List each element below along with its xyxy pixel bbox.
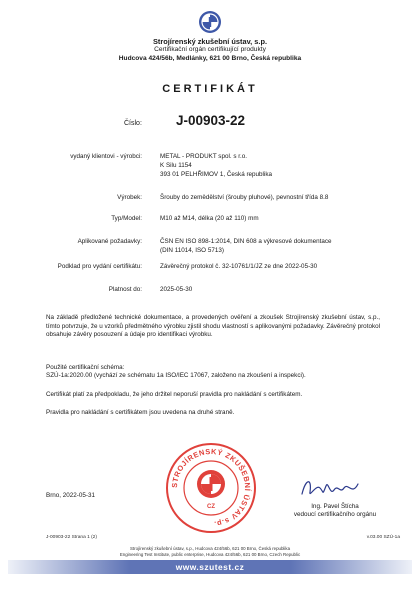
basis-value: Závěrečný protokol č. 32-10761/1/JZ ze dne 2022-05-30 — [160, 263, 318, 270]
certificate-number-label: Číslo: — [124, 120, 142, 127]
basis-label: Podklad pro vydání certifikátu: — [57, 263, 142, 270]
org-name: Strojírenský zkušební ústav, s.p. — [152, 37, 268, 46]
product-label: Výrobek: — [117, 194, 142, 201]
footer-address-en: Engineering Test Institute, public enterprise, Hudcova 424/56b, 621 00 Brno, Czech Republic — [119, 552, 301, 557]
client-label: vydaný klientovi - výrobci: — [70, 153, 142, 160]
scheme-title: Použité certifikační schéma: — [46, 364, 125, 371]
requirements-label: Aplikované požadavky: — [77, 238, 142, 245]
requirements-value — [160, 238, 390, 256]
validity-label: Platnost do: — [108, 286, 142, 293]
szu-logo-icon — [198, 10, 222, 34]
footer-address-cz: Strojírenský zkušební ústav, s.p., Hudcova 424/56b, 621 00 Brno, Česká republika — [129, 546, 291, 551]
requirements-line-1: ČSN EN ISO 898-1:2014, DIN 608 a výkresové dokumentace — [160, 238, 332, 245]
validity-paragraph: Certifikát platí za předpokladu, že jeho držitel neporuší pravidla pro nakládání s certifikátem. — [46, 391, 303, 398]
org-address: Hudcova 424/56b, Medlánky, 621 00 Brno, Česká republika — [118, 55, 302, 62]
client-city: 393 01 PELHŘIMOV 1, Česká republika — [160, 170, 273, 178]
stamp-ring-text: STROJÍRENSKÝ ZKUŠEBNÍ ÚSTAV s.p. — [169, 446, 253, 529]
requirements-line-2: (DIN 11014, ISO 5713) — [160, 246, 224, 254]
rules-paragraph: Pravidla pro nakládání s certifikátem jsou uvedena na druhé straně. — [46, 409, 235, 416]
website-band — [8, 560, 412, 574]
document-title: CERTIFIKÁT — [162, 83, 258, 95]
client-name: METAL - PRODUKT spol. s r.o. — [160, 153, 248, 160]
website-link[interactable]: www.szutest.cz — [175, 562, 245, 572]
type-model-value: M10 až M14, délka (20 až 110) mm — [160, 215, 259, 222]
scheme-text: SZÚ-1a:2020.00 (vychází ze schématu 1a ISO/IEC 17067, založeno na zkoušení a inspekci). — [46, 372, 306, 379]
client-value — [160, 153, 390, 179]
client-street: K Silu 1154 — [160, 161, 192, 169]
validity-value: 2025-05-30 — [160, 286, 193, 293]
certificate-number: J-00903-22 — [176, 113, 246, 128]
handwritten-signature — [298, 474, 362, 502]
footer-doc-ref: J-00903-22 Strana 1 (2) — [46, 535, 97, 540]
type-model-label: Typ/Model: — [111, 215, 142, 222]
signatory-name: Ing. Pavel Štícha — [311, 503, 359, 510]
signatory-role: vedoucí certifikačního orgánu — [293, 511, 377, 518]
place-date: Brno, 2022-05-31 — [46, 492, 96, 499]
stamp-code: CZ — [207, 504, 215, 510]
official-stamp — [165, 442, 257, 534]
basis-paragraph: Na základě předložené technické dokumentace, a provedených ověření a zkoušek Strojírenský zkušební ústav, s.p., tímto potvrzuje, že u vzorků předmětného výrobku zjistil shodu vlastností s aplikovanými požadavky. Závěrečný protokol obsahuje závěry posouzení a údaje pro identifikaci výrobku. — [46, 314, 380, 339]
product-value: Šrouby do zemědělství (šrouby pluhové), pevnostní třída 8.8 — [160, 194, 329, 201]
footer-version: v.03.00 SZÚ-1a — [366, 535, 400, 540]
org-subtitle: Certifikační orgán certifikující produkty — [154, 46, 266, 53]
